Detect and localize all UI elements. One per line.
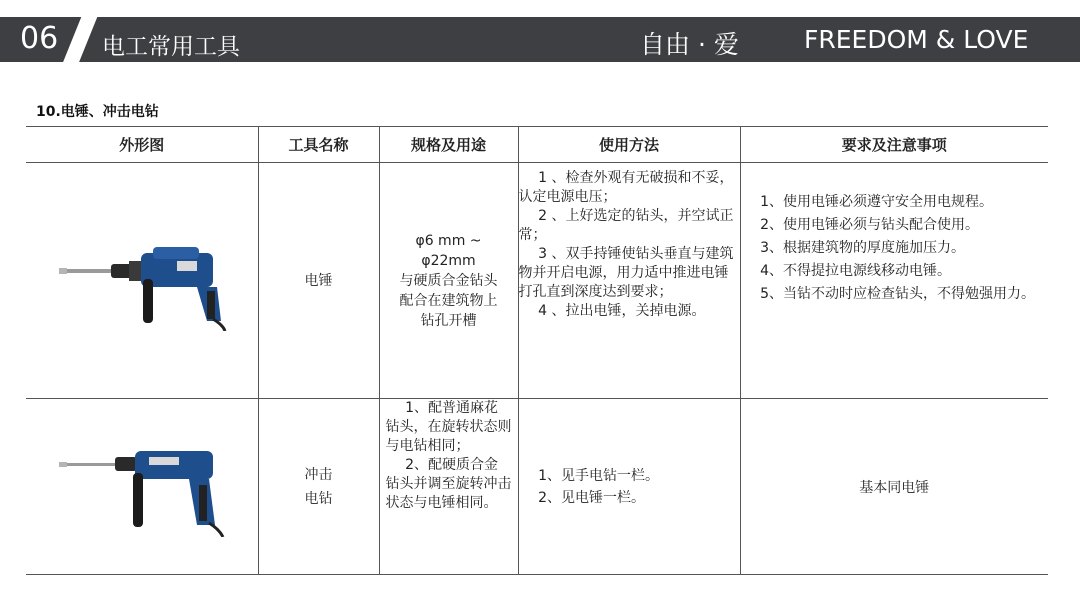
section-number: 06 [20, 21, 59, 56]
column-header: 工具名称 [258, 127, 379, 163]
spec-paragraph: 2、配硬质合金钻头并调至旋转冲击状态与电锤相同。 [385, 457, 512, 511]
usage-step: 2、见电锤一栏。 [538, 489, 646, 506]
image-cell [26, 163, 258, 399]
column-header: 使用方法 [518, 127, 740, 163]
spec-paragraph: 1、配普通麻花钻头，在旋转状态则与电钻相同； [385, 400, 512, 454]
spec-cell [379, 163, 518, 399]
usage-step: 2 、上好选定的钻头，并空试正常； [518, 208, 734, 243]
usage-step: 4 、拉出电锤，关掉电源。 [538, 303, 706, 319]
usage-step: 1 、检查外观有无破损和不妥，认定电源电压； [518, 170, 734, 205]
column-header: 规格及用途 [379, 127, 518, 163]
section-title: 10.电锤、冲击电钻 [36, 104, 159, 120]
slogan-english: FREEDOM & LOVE [804, 25, 1029, 54]
note-item: 2、使用电锤必须与钻头配合使用。 [760, 217, 980, 233]
slogan-chinese: 自由 · 爱 [640, 30, 739, 59]
tool-name: 电钻 [304, 490, 333, 507]
notes-cell [740, 399, 1048, 575]
column-header: 外形图 [26, 127, 258, 163]
table-header-row [26, 127, 1048, 163]
header-slash-decoration [62, 15, 98, 65]
table-row [26, 163, 1048, 399]
usage-cell [518, 163, 740, 399]
usage-cell [518, 399, 740, 575]
note-item: 4、不得提拉电源线移动电锤。 [760, 263, 952, 279]
tool-name-cell [258, 163, 379, 399]
rotary-hammer-image [57, 231, 227, 331]
spec-line: 钻孔开槽 [420, 312, 477, 329]
spec-line: φ22mm [421, 252, 476, 269]
tools-table [26, 126, 1048, 575]
column-header: 要求及注意事项 [740, 127, 1048, 163]
spec-line: 与硬质合金钻头 [399, 272, 498, 289]
note-item: 3、根据建筑物的厚度施加压力。 [760, 240, 966, 256]
tool-name: 冲击 [304, 466, 333, 483]
tool-name: 电锤 [304, 272, 333, 289]
spec-line: φ6 mm ~ [415, 232, 482, 249]
usage-step: 1、见手电钻一栏。 [538, 467, 660, 484]
header-bar [0, 17, 1080, 62]
usage-step: 3 、双手持锤使钻头垂直与建筑物并开启电源，用力适中推进电锤打孔直到深度达到要求； [518, 246, 734, 300]
spec-line: 配合在建筑物上 [399, 292, 498, 309]
notes-cell [740, 163, 1048, 399]
note-item: 5、当钻不动时应检查钻头，不得勉强用力。 [760, 286, 1035, 302]
note-text: 基本同电锤 [859, 479, 930, 496]
tool-name-cell [258, 399, 379, 575]
impact-drill-image [57, 437, 227, 537]
table-row [26, 399, 1048, 575]
spec-cell [379, 399, 518, 575]
note-item: 1、使用电锤必须遵守安全用电规程。 [760, 194, 993, 210]
image-cell [26, 399, 258, 575]
page-title: 电工常用工具 [102, 34, 240, 60]
